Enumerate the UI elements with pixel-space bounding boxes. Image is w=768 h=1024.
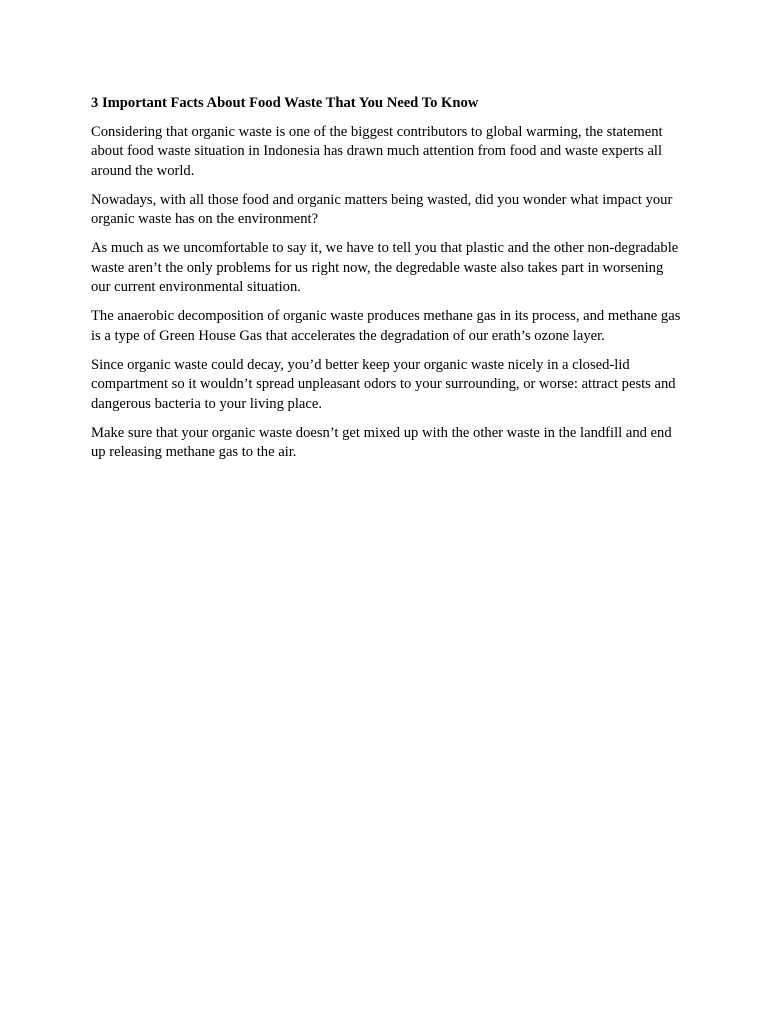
paragraph-6: Make sure that your organic waste doesn’t get mixed up with the other waste in the landfill and end up releasing methane gas to the air.	[91, 424, 672, 460]
document-body	[91, 94, 683, 472]
paragraph-3: As much as we uncomfortable to say it, we have to tell you that plastic and the other non-degradable waste aren’t the only problems for us right now, the degredable waste also takes part in worsening our current environmental situation.	[91, 240, 679, 295]
paragraph-4: The anaerobic decomposition of organic waste produces methane gas in its process, and methane gas is a type of Green House Gas that accelerates the degradation of our erath’s ozone layer.	[91, 308, 681, 344]
paragraph-1: Considering that organic waste is one of the biggest contributors to global warming, the statement about food waste situation in Indonesia has drawn much attention from food and waste experts all around the world.	[91, 123, 663, 179]
paragraph-5: Since organic waste could decay, you’d better keep your organic waste nicely in a closed-lid compartment so it wouldn’t spread unpleasant odors to your surrounding, or worse: attract pests and dangerous bacteria to your living place.	[91, 356, 676, 412]
paragraph-2: Nowadays, with all those food and organic matters being wasted, did you wonder what impact your organic waste has on the environment?	[91, 191, 673, 227]
document-title: 3 Important Facts About Food Waste That You Need To Know	[91, 95, 479, 111]
